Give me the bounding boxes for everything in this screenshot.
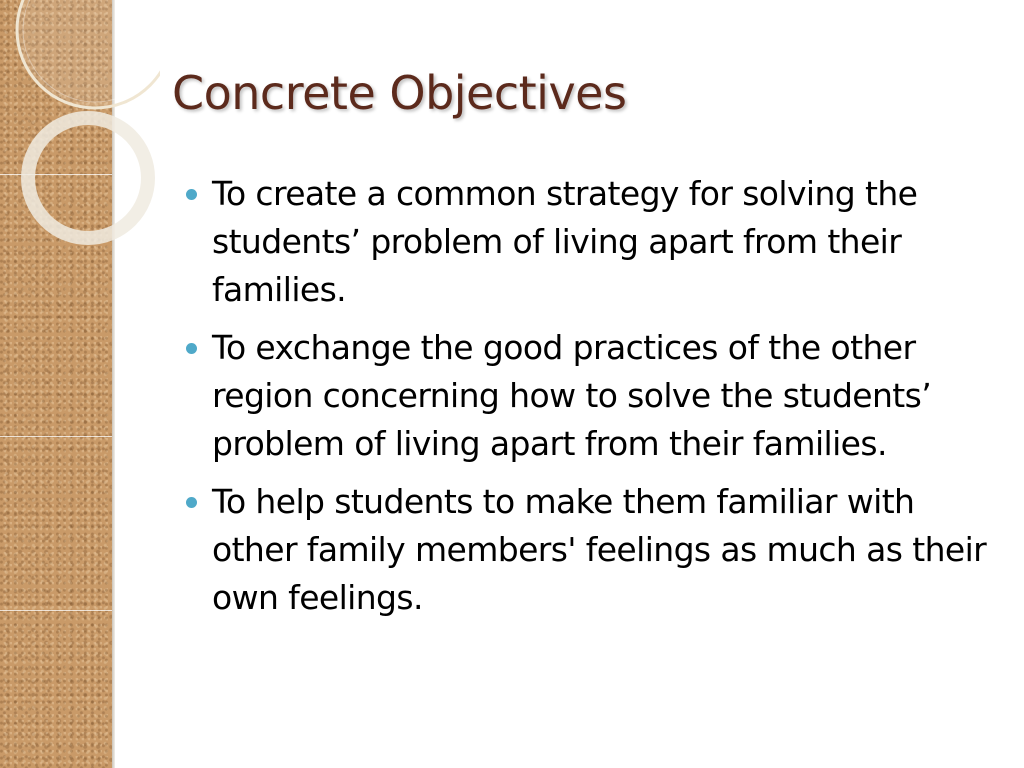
band-divider-line — [0, 436, 112, 437]
bullet-item — [184, 478, 994, 622]
bullet-dot-icon — [186, 189, 197, 200]
bullet-item — [184, 324, 994, 468]
bullet-dot-icon — [186, 497, 197, 508]
band-divider-line — [0, 610, 112, 611]
bullet-text: To exchange the good practices of the other region concerning how to solve the students’ problem of living apart from their families. — [212, 328, 932, 463]
slide-title: Concrete Objectives — [172, 66, 627, 120]
bullet-text: To create a common strategy for solving the students’ problem of living apart from their families. — [212, 174, 918, 309]
bullet-dot-icon — [186, 343, 197, 354]
bullet-list — [184, 170, 994, 632]
decorative-rings-icon — [0, 0, 160, 260]
bullet-item — [184, 170, 994, 314]
bullet-text: To help students to make them familiar with other family members' feelings as much as their own feelings. — [212, 482, 987, 617]
